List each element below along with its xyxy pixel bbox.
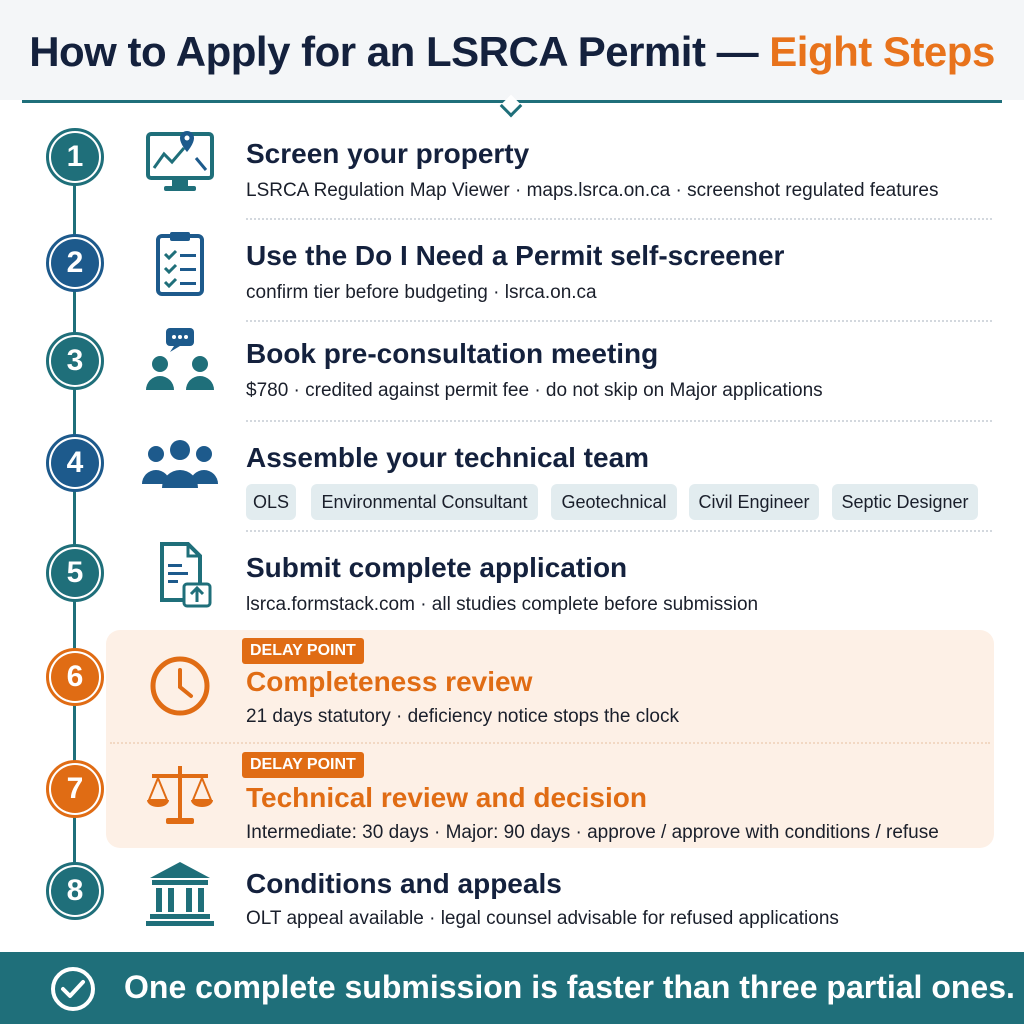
page-title bbox=[0, 28, 1024, 76]
chip-septic-designer: Septic Designer bbox=[832, 484, 978, 520]
step-number-badge: 2 bbox=[46, 234, 104, 292]
chip-ols: OLS bbox=[246, 484, 296, 520]
step-number-badge: 1 bbox=[46, 128, 104, 186]
step-number-badge: 4 bbox=[46, 434, 104, 492]
step-divider bbox=[110, 742, 990, 744]
title-accent: Eight Steps bbox=[769, 28, 995, 75]
step-title: Submit complete application bbox=[246, 552, 628, 583]
chip-environmental-consultant: Environmental Consultant bbox=[311, 484, 538, 520]
step-title: Completeness review bbox=[246, 666, 533, 697]
delay-point-tag: DELAY POINT bbox=[242, 752, 364, 778]
step-divider bbox=[246, 218, 992, 220]
step-divider bbox=[246, 530, 992, 532]
step-subtitle: confirm tier before budgeting · lsrca.on.ca bbox=[246, 282, 597, 303]
footer-banner bbox=[0, 952, 1024, 1024]
step-number-badge: 6 bbox=[46, 648, 104, 706]
step-subtitle: LSRCA Regulation Map Viewer · maps.lsrca.on.ca · screenshot regulated features bbox=[246, 180, 939, 201]
step-title: Use the Do I Need a Permit self-screener bbox=[246, 240, 785, 271]
step-title: Assemble your technical team bbox=[246, 442, 650, 473]
courthouse-icon bbox=[140, 858, 220, 928]
step-title: Screen your property bbox=[246, 138, 530, 169]
step-subtitle: OLT appeal available · legal counsel advisable for refused applications bbox=[246, 908, 839, 929]
map-monitor-icon bbox=[140, 128, 220, 198]
step-number-badge: 8 bbox=[46, 862, 104, 920]
step-divider bbox=[246, 420, 992, 422]
step-subtitle: Intermediate: 30 days · Major: 90 days · approve / approve with conditions / refuse bbox=[246, 822, 939, 843]
delay-point-tag: DELAY POINT bbox=[242, 638, 364, 664]
delay-point-panel bbox=[106, 630, 994, 848]
step-title: Book pre-consultation meeting bbox=[246, 338, 659, 369]
step-subtitle: lsrca.formstack.com · all studies complete before submission bbox=[246, 594, 759, 615]
step-number-badge: 3 bbox=[46, 332, 104, 390]
footer-message: One complete submission is faster than three partial ones. bbox=[124, 969, 1015, 1005]
scales-icon bbox=[140, 760, 220, 830]
meeting-people-icon bbox=[140, 326, 220, 396]
title-main: How to Apply for an LSRCA Permit — bbox=[29, 28, 770, 75]
step-subtitle: $780 · credited against permit fee · do not skip on Major applications bbox=[246, 380, 823, 401]
step-number-badge: 5 bbox=[46, 544, 104, 602]
step-title: Conditions and appeals bbox=[246, 868, 562, 899]
step-number-badge: 7 bbox=[46, 760, 104, 818]
step-title: Technical review and decision bbox=[246, 782, 647, 813]
step-divider bbox=[246, 320, 992, 322]
clipboard-checklist-icon bbox=[140, 230, 220, 300]
document-upload-icon bbox=[140, 540, 220, 610]
step-subtitle: 21 days statutory · deficiency notice stops the clock bbox=[246, 706, 679, 727]
clock-icon bbox=[140, 652, 220, 722]
header-band bbox=[0, 0, 1024, 100]
chip-civil-engineer: Civil Engineer bbox=[689, 484, 819, 520]
chip-geotechnical: Geotechnical bbox=[551, 484, 677, 520]
check-circle-icon bbox=[50, 966, 96, 1012]
team-chips bbox=[0, 484, 1024, 520]
